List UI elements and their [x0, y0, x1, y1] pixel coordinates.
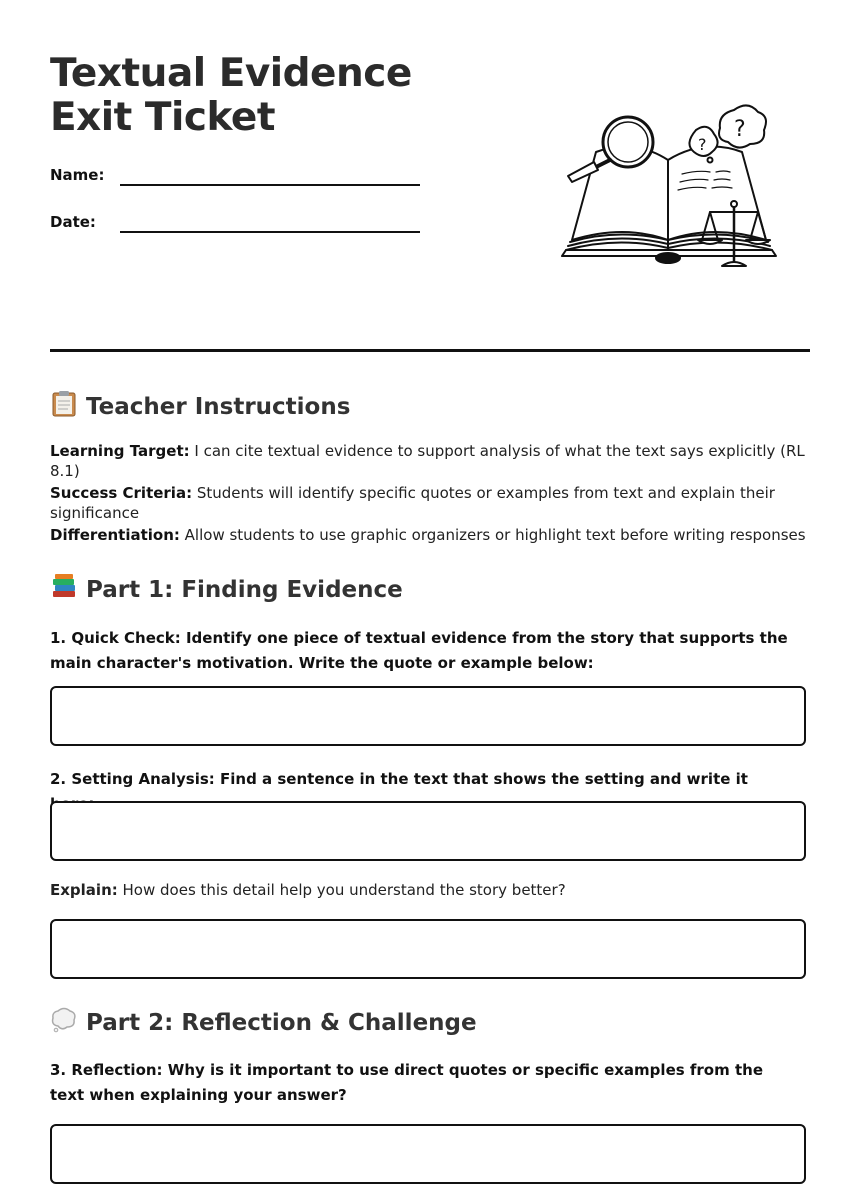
success-criteria-text: Students will identify specific quotes or examples from text and explain their significance — [50, 484, 775, 522]
learning-target — [50, 441, 810, 481]
date-line[interactable] — [120, 231, 420, 233]
books-icon — [50, 572, 78, 600]
success-criteria-label: Success Criteria: — [50, 484, 193, 502]
svg-text:?: ? — [734, 117, 746, 142]
explain-prompt — [50, 880, 566, 900]
learning-target-text: I can cite textual evidence to support analysis of what the text says explicitly (RL 8.1) — [50, 442, 805, 480]
part1-heading-text: Part 1: Finding Evidence — [86, 577, 403, 603]
date-label: Date: — [50, 213, 96, 231]
question-2: 2. Setting Analysis: Find a sentence in the text that shows the setting and write it — [50, 770, 748, 788]
part1-heading — [50, 572, 403, 605]
answer-box-3[interactable] — [50, 1124, 806, 1184]
thought-bubble-icon — [50, 1005, 78, 1033]
part2-heading — [50, 1005, 477, 1038]
header-divider — [50, 349, 810, 352]
book-magnifier-scale-illustration — [558, 100, 782, 276]
part2-heading-text: Part 2: Reflection & Challenge — [86, 1010, 477, 1036]
date-field-row — [50, 205, 430, 235]
name-field-row — [50, 158, 430, 188]
teacher-instructions-heading — [50, 389, 350, 422]
page-title: Textual Evidence Exit Ticket — [50, 51, 412, 140]
answer-box-2[interactable] — [50, 801, 806, 861]
learning-target-label: Learning Target: — [50, 442, 190, 460]
success-criteria — [50, 483, 810, 523]
question-3: 3. Reflection: Why is it important to use direct quotes or specific examples from the text when explaining your answer? — [50, 1061, 763, 1104]
answer-box-1[interactable] — [50, 686, 806, 746]
svg-text:?: ? — [698, 135, 707, 154]
differentiation-text: Allow students to use graphic organizers or highlight text before writing responses — [179, 526, 806, 544]
differentiation — [50, 525, 810, 545]
name-label: Name: — [50, 166, 105, 184]
explain-text: How does this detail help you understand the story better? — [117, 881, 566, 899]
answer-box-explain[interactable] — [50, 919, 806, 979]
teacher-instructions-heading-text: Teacher Instructions — [86, 394, 351, 420]
differentiation-label: Differentiation: — [50, 526, 180, 544]
explain-label: Explain: — [50, 881, 118, 899]
question-1: 1. Quick Check: Identify one piece of textual evidence from the story that supports the main character's motivation. Write the quote or example below: — [50, 629, 788, 672]
name-line[interactable] — [120, 184, 420, 186]
clipboard-icon — [50, 389, 78, 417]
